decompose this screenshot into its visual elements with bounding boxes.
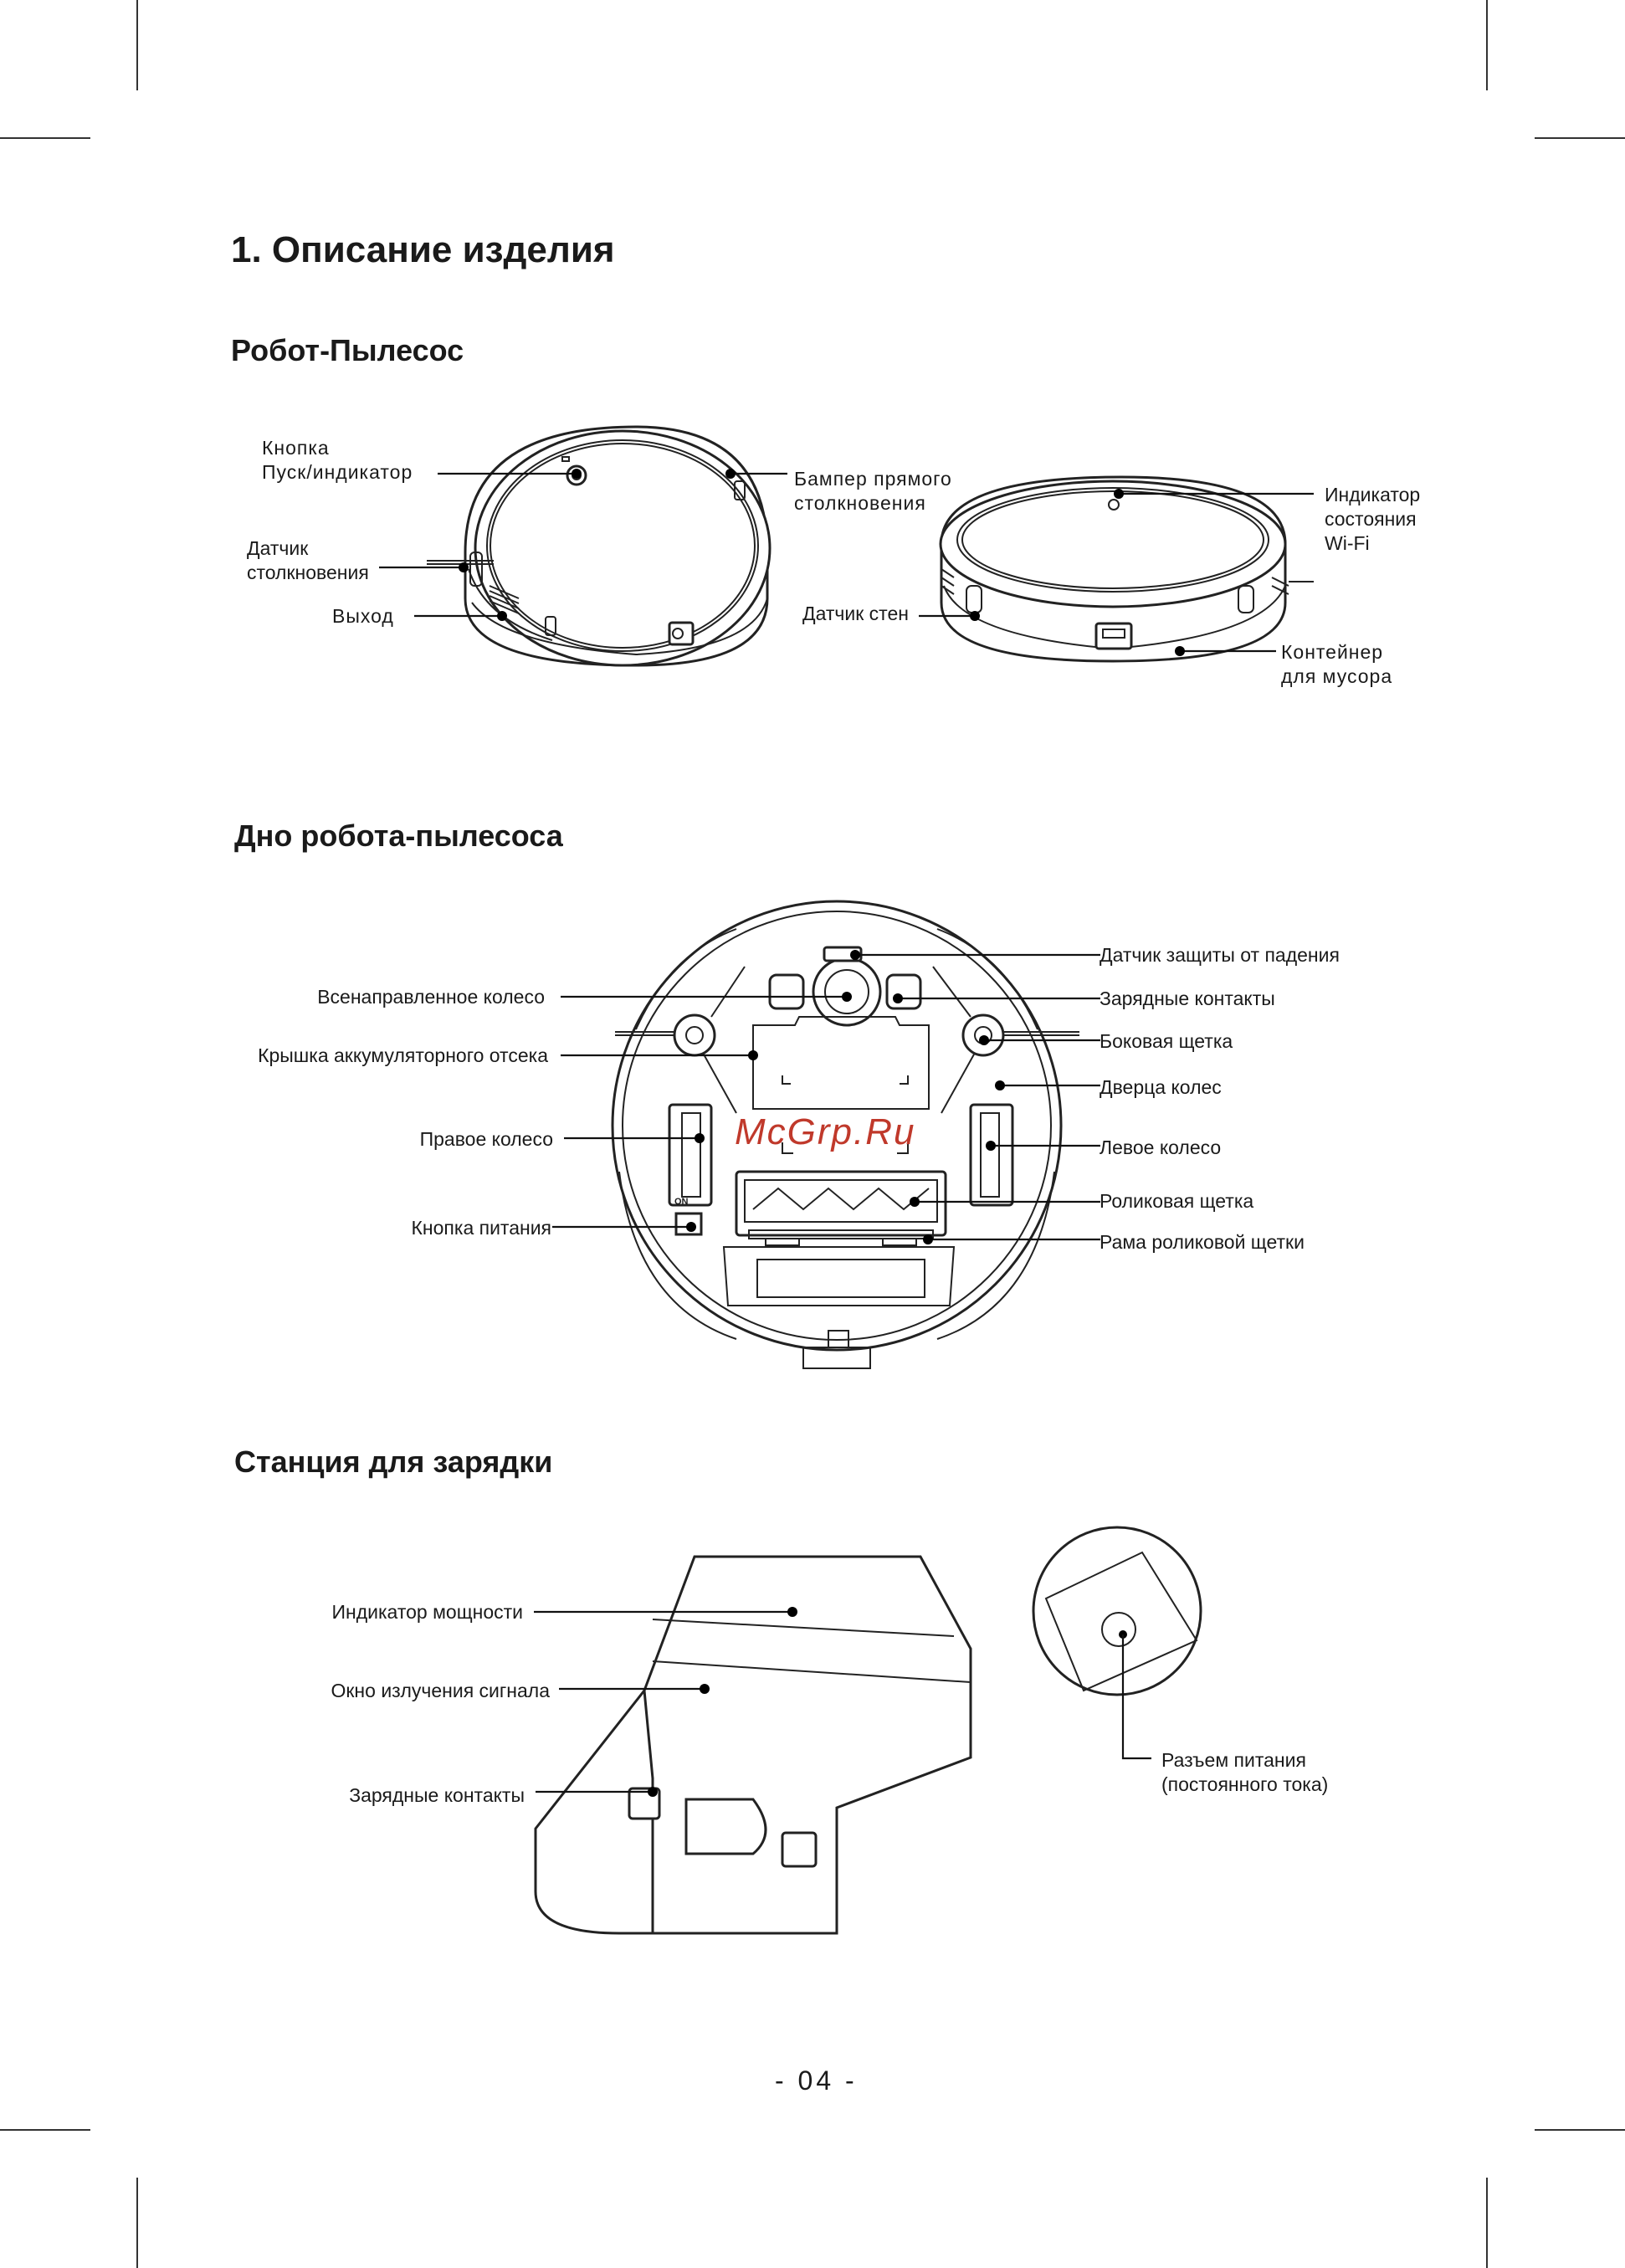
section-title-bottom: Дно робота-пылесоса bbox=[234, 818, 563, 853]
label-signal-window: Окно излучения сигнала bbox=[331, 1680, 550, 1701]
charging-dock bbox=[536, 1557, 971, 1933]
label-dc-jack: Разъем питания (постоянного тока) bbox=[1161, 1749, 1329, 1795]
label-front-bumper: Бампер прямого столкновения bbox=[794, 468, 952, 514]
label-power-button: Кнопка питания bbox=[411, 1217, 551, 1239]
section-title-dock: Станция для зарядки bbox=[234, 1444, 553, 1479]
label-roller-brush: Роликовая щетка bbox=[1100, 1190, 1254, 1212]
watermark: McGrp.Ru bbox=[735, 1111, 916, 1152]
page-title: 1. Описание изделия bbox=[231, 229, 615, 270]
label-right-wheel: Правое колесо bbox=[419, 1128, 553, 1150]
label-wheel-door: Дверца колес bbox=[1100, 1076, 1222, 1098]
label-power-indicator: Индикатор мощности bbox=[331, 1601, 523, 1623]
label-wall-sensor: Датчик стен bbox=[802, 603, 909, 624]
label-outlet: Выход bbox=[332, 605, 394, 627]
label-start-button: Кнопка Пуск/индикатор bbox=[262, 437, 413, 483]
label-charge-contacts-robot: Зарядные контакты bbox=[1100, 988, 1275, 1009]
on-mark: ON bbox=[674, 1197, 689, 1207]
label-battery-cover: Крышка аккумуляторного отсека bbox=[258, 1044, 548, 1066]
label-cliff-sensor: Датчик защиты от падения bbox=[1100, 944, 1340, 966]
label-roller-frame: Рама роликовой щетки bbox=[1100, 1231, 1305, 1253]
robot-top-view-right bbox=[941, 477, 1314, 661]
label-charge-contacts-dock: Зарядные контакты bbox=[349, 1784, 525, 1806]
label-side-brush: Боковая щетка bbox=[1100, 1030, 1233, 1052]
label-collision-sensor: Датчик столкновения bbox=[247, 537, 369, 583]
section-title-robot: Робот-Пылесос bbox=[231, 333, 464, 367]
label-wifi-indicator: Индикатор состояния Wi-Fi bbox=[1325, 484, 1421, 554]
dc-jack-callout bbox=[1033, 1527, 1201, 1695]
label-left-wheel: Левое колесо bbox=[1100, 1137, 1222, 1158]
robot-top-view-left bbox=[427, 427, 770, 665]
label-omni-wheel: Всенаправленное колесо bbox=[317, 986, 545, 1008]
page-number: - 04 - bbox=[775, 2065, 858, 2096]
label-dust-bin: Контейнер для мусора bbox=[1281, 641, 1393, 687]
